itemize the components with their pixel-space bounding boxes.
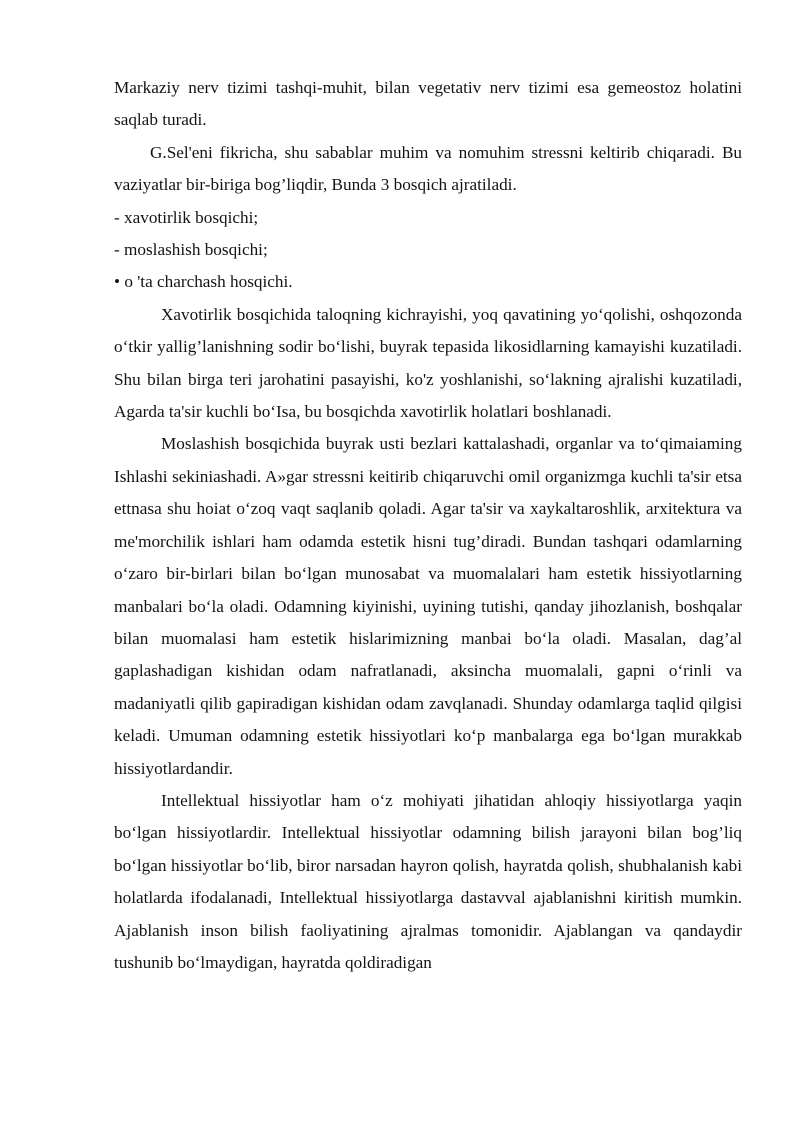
- paragraph-selye-opinion: G.Sel'eni fikricha, shu sabablar muhim va nomuhim stressni keltirib chiqaradi. Bu vaziyatlar bir-biriga bog’liqdir, Bunda 3 bosqich ajratiladi.: [114, 142, 742, 195]
- paragraph-adaptation-stage: Moslashish bosqichida buyrak usti bezlari kattalashadi, organlar va to‘qimaiaming Ishlashi sekiniashadi. A»gar stressni keitirib chiqaruvchi omil organizmga kuchli ta'sir etsa ettnasa shu hoiat o‘zoq vaqt saqlanib qoladi. Agar ta'sir va xaykaltaroshlik, arxitektura va me'morchilik ishlari ham odamda estetik hisni tug’diradi. Bundan tashqari odamlarning o‘zaro bir-birlari bilan bo‘lgan munosabat va muomalalari ham estetik hissiyotlarning manbalari bo‘la oladi. Odamning kiyinishi, uyining tutishi, qanday jihozlanish, boshqalar bilan muomalasi ham estetik hislarimizning manbai bo‘la oladi. Masalan, dag’al gaplashadigan kishidan odam nafratlanadi, aksincha muomalali, gapni o‘rinli va madaniyatli qilib gapiradigan kishidan odam zavqlanadi. Shunday odamlarga taqlid qilgisi keladi. Umuman odamning estetik hissiyotlari ko‘p manbalarga ega bo‘lgan murakkab hissiyotlardandir.: [114, 434, 742, 778]
- paragraph-alarm-stage: Xavotirlik bosqichida taloqning kichrayishi, yoq qavatining yo‘qolishi, oshqozonda o‘tkir yallig’lanishning sodir bo‘lishi, buyrak tepasida likosidlarning kamayishi kuzatiladi. Shu bilan birga teri jarohatini pasayishi, ko'z yoshlanishi, so‘lakning ajralishi kuzatiladi, Agarda ta'sir kuchli bo‘Isa, bu bosqichda xavotirlik holatlari boshlanadi.: [114, 304, 742, 422]
- paragraph-intellectual-feelings: Intellektual hissiyotlar ham o‘z mohiyati jihatidan ahloqiy hissiyotlarga yaqin bo‘lgan hissiyotlardir. Intellektual hissiyotlar odamning bilish jarayoni bilan bog’liq bo‘lgan hissiyotlar bo‘lib, biror narsadan hayron qolish, hayratda qolish, shubhalanish kabi holatlarda ifodalanadi, Intellektual hissiyotlarga dastavval ajablanishni kiritish mumkin. Ajablanish inson bilish faoliyatining ajralmas tomonidir. Ajablangan va qandaydir tushunib bo‘lmaydigan, hayratda qoldiradigan: [114, 790, 742, 972]
- list-item-exhaustion-stage: • o 'ta charchash hosqichi.: [114, 272, 293, 292]
- paragraph-continuation: Markaziy nerv tizimi tashqi-muhit, bilan vegetativ nerv tizimi esa gemeostoz holatini saqlab turadi.: [114, 78, 742, 130]
- list-item-adaptation-stage: - moslashish bosqichi;: [114, 240, 268, 260]
- list-item-alarm-stage: - xavotirlik bosqichi;: [114, 207, 259, 227]
